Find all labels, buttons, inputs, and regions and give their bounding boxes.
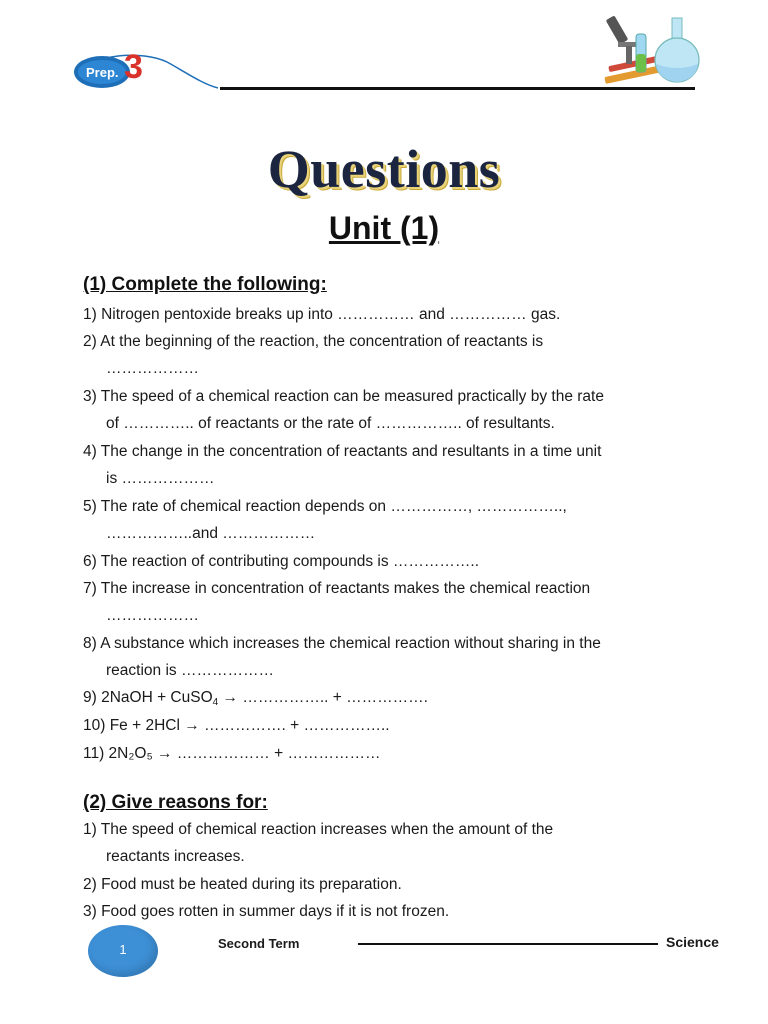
section-heading-reasons: (2) Give reasons for: — [83, 792, 268, 813]
header-rule — [220, 87, 695, 90]
question-3-cont: of ………….. of reactants or the rate of …………….. of resultants. — [106, 415, 555, 432]
question-2: 2) At the beginning of the reaction, the concentration of reactants is — [83, 333, 544, 350]
reason-1-cont: reactants increases. — [106, 848, 245, 865]
question-11: 11) 2N₂O₅ → ……………… + ……………… — [83, 745, 381, 762]
prep-badge — [72, 48, 222, 96]
question-9-subscript: 4 — [212, 697, 219, 708]
prep-number: 3 — [124, 48, 143, 86]
question-6: 6) The reaction of contributing compounds is …………….. — [83, 553, 479, 570]
question-9-prefix: 9) 2NaOH + CuSO — [83, 689, 213, 706]
page-header — [0, 0, 768, 100]
prep-label: Prep. — [86, 65, 119, 80]
question-7: 7) The increase in concentration of reactants makes the chemical reaction — [83, 580, 591, 597]
question-9-suffix: → …………….. + ……………. — [218, 689, 428, 706]
question-7-cont: ……………… — [106, 607, 199, 624]
reason-3: 3) Food goes rotten in summer days if it is not frozen. — [83, 903, 450, 920]
section-heading-complete: (1) Complete the following: — [83, 274, 327, 295]
footer-subject: Science — [666, 934, 719, 950]
reason-2: 2) Food must be heated during its preparation. — [83, 876, 402, 893]
question-5: 5) The rate of chemical reaction depends on ……………, …………….., — [83, 498, 567, 515]
question-4-cont: is ……………… — [106, 470, 215, 487]
question-1: 1) Nitrogen pentoxide breaks up into …………… and …………… gas. — [83, 306, 561, 323]
question-2-cont: ……………… — [106, 360, 199, 377]
footer-rule — [358, 943, 658, 945]
unit-heading: Unit (1) — [328, 210, 440, 246]
question-4: 4) The change in the concentration of reactants and resultants in a time unit — [83, 443, 602, 460]
page-number: 1 — [119, 942, 127, 957]
lab-equipment-icon — [598, 12, 713, 87]
page-title: Questions — [267, 139, 501, 199]
question-8: 8) A substance which increases the chemical reaction without sharing in the — [83, 635, 601, 652]
question-3: 3) The speed of a chemical reaction can be measured practically by the rate — [83, 388, 604, 405]
question-9 — [83, 689, 703, 708]
footer-term: Second Term — [218, 936, 300, 951]
question-8-cont: reaction is ……………… — [106, 662, 274, 679]
question-10: 10) Fe + 2HCl → ……………. + …………….. — [83, 717, 390, 734]
reason-1: 1) The speed of chemical reaction increases when the amount of the — [83, 821, 554, 838]
question-5-cont: ……………..and ……………… — [106, 525, 316, 542]
